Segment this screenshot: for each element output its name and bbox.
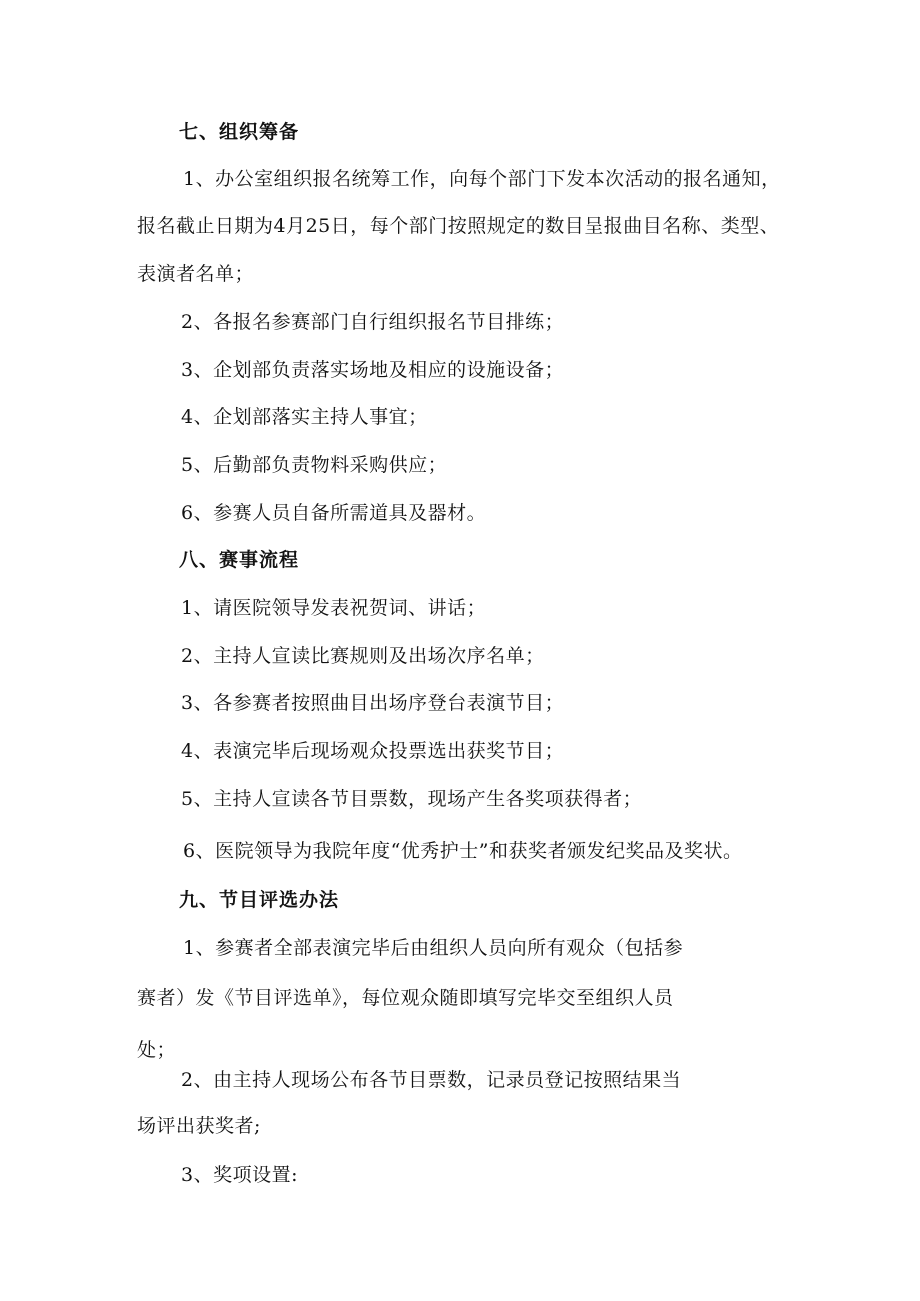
section-7-item-3: 3、企划部负责落实场地及相应的设施设备；: [181, 359, 565, 381]
section-7-item-1-line-2: 报名截止日期为4月25日，每个部门按照规定的数目呈报曲目名称、类型、: [137, 215, 780, 237]
section-9-item-1-line-3: 处；: [137, 1039, 177, 1061]
section-9-item-2-line-1: 2、由主持人现场公布各节目票数，记录员登记按照结果当: [181, 1069, 682, 1091]
section-8-item-5: 5、主持人宣读各节目票数，现场产生各奖项获得者；: [181, 788, 643, 810]
section-7-item-6: 6、参赛人员自备所需道具及器材。: [181, 502, 487, 524]
section-8-item-1: 1、请医院领导发表祝贺词、讲话；: [181, 597, 487, 619]
section-8-item-4: 4、表演完毕后现场观众投票选出获奖节目；: [181, 740, 565, 762]
section-9-item-3: 3、奖项设置:: [181, 1164, 298, 1186]
section-9-item-1-line-2: 赛者）发《节目评选单》，每位观众随即填写完毕交至组织人员: [137, 987, 674, 1009]
section-7-item-4: 4、企划部落实主持人事宜；: [181, 406, 428, 428]
section-8-item-2: 2、主持人宣读比赛规则及出场次序名单；: [181, 645, 545, 667]
section-9-item-2-line-2: 场评出获奖者;: [137, 1115, 261, 1137]
section-8-item-3: 3、各参赛者按照曲目出场序登台表演节目；: [181, 692, 565, 714]
section-9-title: 九、节目评选办法: [179, 889, 340, 911]
section-7-item-1-line-1: 1、办公室组织报名统筹工作，向每个部门下发本次活动的报名通知，: [183, 168, 781, 190]
section-7-item-2: 2、各报名参赛部门自行组织报名节目排练；: [181, 311, 565, 333]
section-9-item-1-line-1: 1、参赛者全部表演完毕后由组织人员向所有观众（包括参: [183, 937, 684, 959]
section-7-item-1-line-3: 表演者名单；: [137, 263, 255, 285]
section-8-title: 八、赛事流程: [179, 549, 300, 571]
section-8-item-6: 6、医院领导为我院年度“优秀护士”和获奖者颁发纪奖品及奖状。: [183, 840, 743, 862]
section-7-title: 七、组织筹备: [179, 121, 300, 143]
section-7-item-5: 5、后勤部负责物料采购供应；: [181, 454, 448, 476]
